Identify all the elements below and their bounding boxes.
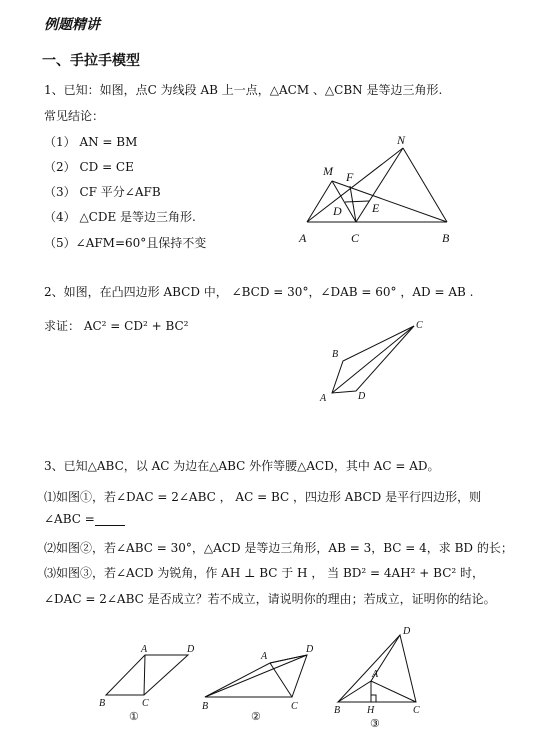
label-M: M [323, 164, 333, 178]
fig1-label-B: B [99, 698, 106, 709]
page-title: 例题精讲 [44, 17, 100, 33]
problem2-statement: 2、如图，在凸四边形 ABCD 中， ∠BCD = 30°，∠DAB = 60° ，AD = AB . [44, 285, 474, 299]
fig3-label-A: A [372, 669, 379, 680]
fig2-label-A: A [261, 651, 268, 662]
label-F: F [346, 170, 354, 184]
section-title: 一、手拉手模型 [42, 53, 140, 69]
fig2-number: ② [251, 711, 261, 723]
conclusion-1: （1） AN = BM [44, 135, 138, 149]
fig3-label-H: H [367, 705, 375, 716]
problem3-q3-line2: ∠DAC = 2∠ABC 是否成立？若不成立，请说明你的理由；若成立，证明你的结论。 [44, 592, 496, 606]
label-N: N [397, 133, 406, 147]
label-D: D [333, 204, 342, 218]
label-E: E [372, 201, 380, 215]
conclusions-title: 常见结论： [44, 109, 105, 123]
fig1-label-C: C [142, 698, 149, 709]
label2-D: D [358, 391, 366, 402]
label2-A: A [320, 393, 327, 404]
fig2-label-D: D [306, 644, 314, 655]
problem3-q1-angle: ∠ABC = [44, 512, 95, 526]
conclusion-3: （3） CF 平分∠AFB [44, 185, 161, 199]
problem3-q1-line1: ⑴如图①，若∠DAC = 2∠ABC ， AC = BC ，四边形 ABCD 是平行四边形，则 [44, 490, 482, 504]
conclusion-4: （4） △CDE 是等边三角形. [44, 210, 196, 224]
problem3-q2: ⑵如图②，若∠ABC = 30°，△ACD 是等边三角形，AB = 3，BC = 4，求 BD 的长； [44, 541, 513, 555]
label2-B: B [332, 349, 339, 360]
fig3-label-C: C [413, 705, 420, 716]
problem3-statement: 3、已知△ABC，以 AC 为边在△ABC 外作等腰△ACD，其中 AC = AD。 [44, 459, 440, 473]
fig1-number: ① [129, 711, 139, 723]
label2-C: C [416, 320, 423, 331]
problem1-statement: 1、已知：如图，点C 为线段 AB 上一点，△ACM 、△CBN 是等边三角形. [44, 83, 443, 97]
fig3-number: ③ [370, 718, 380, 730]
label-C: C [351, 231, 360, 245]
conclusion-5: （5）∠AFM=60°且保持不变 [44, 236, 207, 250]
problem2-proof: 求证： AC² = CD² + BC² [44, 319, 189, 333]
fig3-label-D: D [403, 626, 411, 637]
fig1-label-A: A [141, 644, 148, 655]
conclusion-2: （2） CD = CE [44, 160, 134, 174]
fig2-label-B: B [202, 701, 209, 712]
fig2-label-C: C [291, 701, 298, 712]
problem3-q3-line1: ⑶如图③，若∠ACD 为锐角，作 AH ⊥ BC 于 H ， 当 BD² = 4AH² + BC² 时， [44, 566, 484, 580]
label-A: A [299, 231, 307, 245]
fig1-label-D: D [187, 644, 195, 655]
label-B: B [442, 231, 450, 245]
fig3-label-B: B [334, 705, 341, 716]
